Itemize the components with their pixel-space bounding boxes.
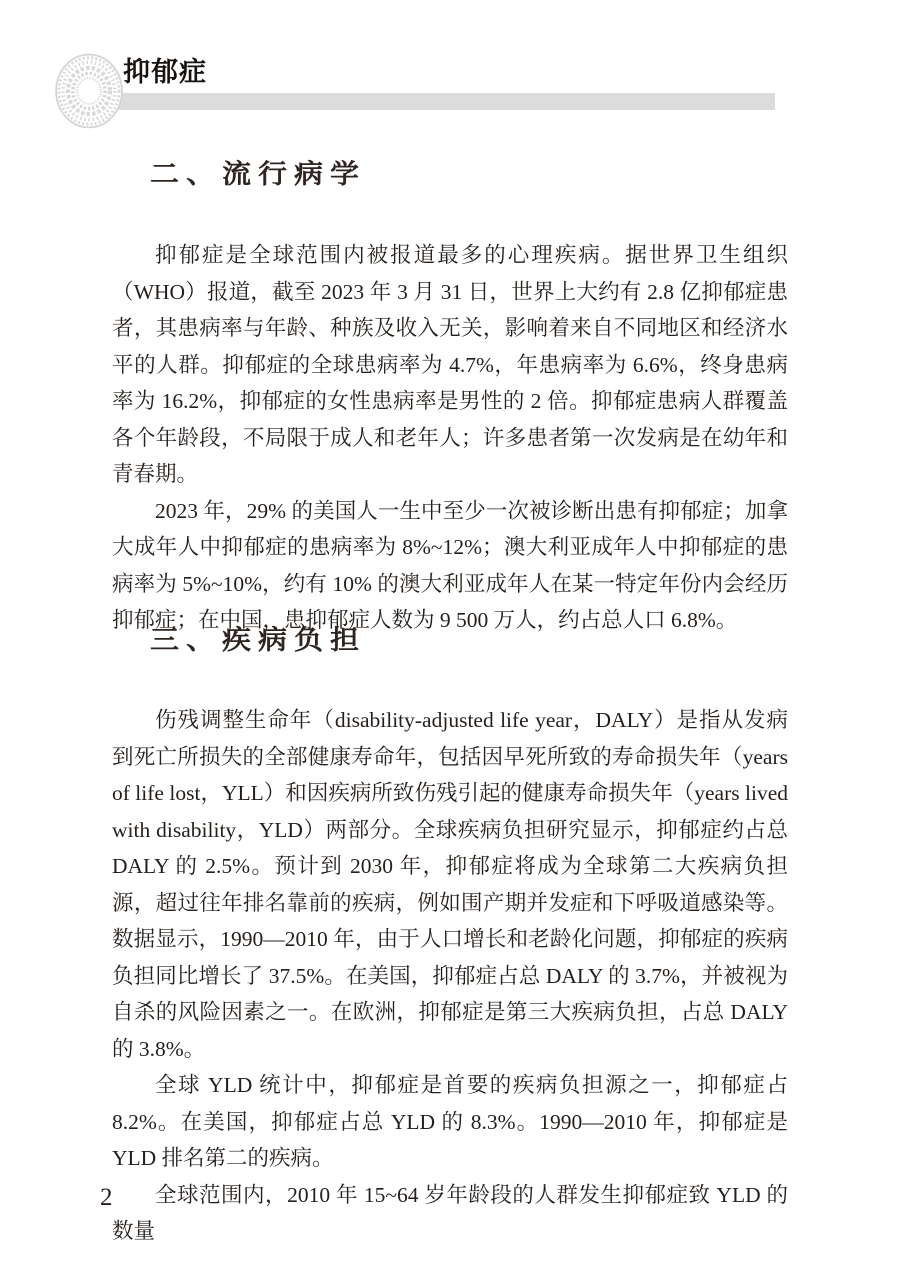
section-body-epidemiology (112, 237, 788, 639)
page-number: 2 (100, 1184, 113, 1211)
header-rule-bar (110, 93, 775, 110)
paragraph: 全球范围内，2010 年 15~64 岁年龄段的人群发生抑郁症致 YLD 的数量 (112, 1182, 788, 1243)
paragraph: 2023 年，29% 的美国人一生中至少一次被诊断出患有抑郁症；加拿大成年人中抑郁症的患病率为 8%~12%；澳大利亚成年人中抑郁症的患病率为 5%~10%，约有 10% 的澳大利亚成年人在某一特定年份内会经历抑郁症；在中国，患抑郁症人数为 9 500 万人，约占总人口 6.8%。 (112, 498, 788, 632)
paragraph: 全球 YLD 统计中，抑郁症是首要的疾病负担源之一，抑郁症占 8.2%。在美国，抑郁症占总 YLD 的 8.3%。1990—2010 年，抑郁症是 YLD 排名第二的疾病。 (112, 1073, 788, 1170)
section-heading-epidemiology: 二、流行病学 (150, 158, 367, 190)
rosette-medallion-icon (54, 52, 124, 130)
paragraph: 抑郁症是全球范围内被报道最多的心理疾病。据世界卫生组织（WHO）报道，截至 2023 年 3 月 31 日，世界上大约有 2.8 亿抑郁症患者，其患病率与年龄、种族及收入无关，影响着来自不同地区和经济水平的人群。抑郁症的全球患病率为 4.7%，年患病率为 6.6%，终身患病率为 16.2%，抑郁症的女性患病率是男性的 2 倍。抑郁症患病人群覆盖各个年龄段，不局限于成人和老年人；许多患者第一次发病是在幼年和青春期。 (112, 243, 788, 486)
section-body-disease-burden (112, 702, 788, 1250)
section-heading-disease-burden: 三、疾病负担 (150, 624, 367, 656)
book-title: 抑郁症 (123, 57, 207, 87)
paragraph: 伤残调整生命年（disability-adjusted life year，DALY）是指从发病到死亡所损失的全部健康寿命年，包括因早死所致的寿命损失年（years of life lost，YLL）和因疾病所致伤残引起的健康寿命损失年（years lived with disability，YLD）两部分。全球疾病负担研究显示，抑郁症约占总 DALY 的 2.5%。预计到 2030 年，抑郁症将成为全球第二大疾病负担源，超过往年排名靠前的疾病，例如围产期并发症和下呼吸道感染等。数据显示，1990—2010 年，由于人口增长和老龄化问题，抑郁症的疾病负担同比增长了 37.5%。在美国，抑郁症占总 DALY 的 3.7%，并被视为自杀的风险因素之一。在欧洲，抑郁症是第三大疾病负担，占总 DALY 的 3.8%。 (112, 708, 788, 1061)
